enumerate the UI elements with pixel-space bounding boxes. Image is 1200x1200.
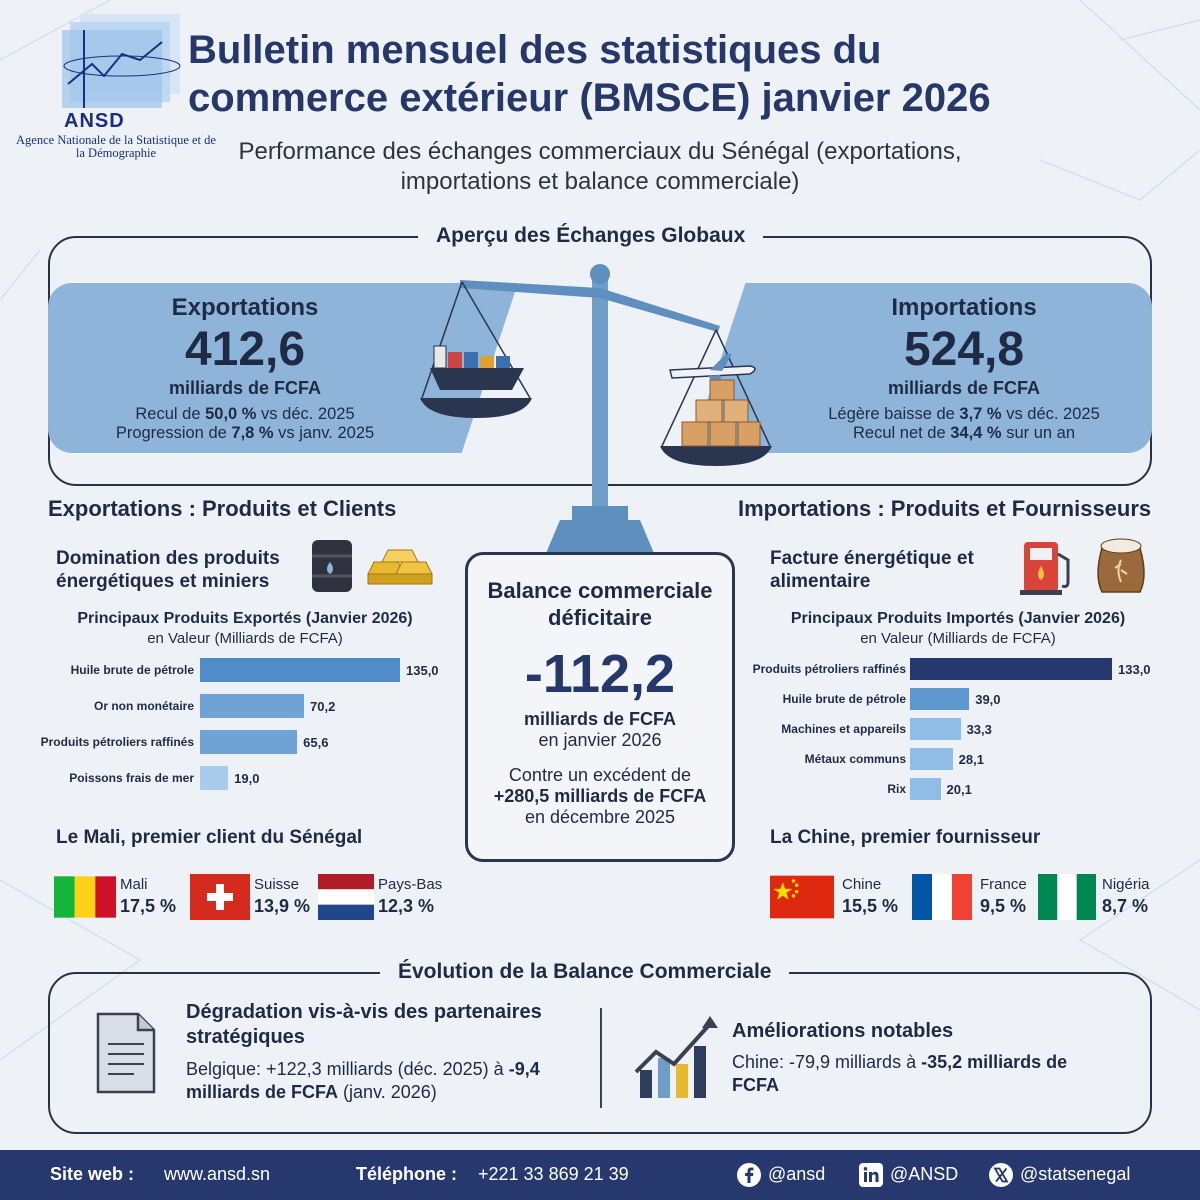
fuel-pump-icon (1018, 534, 1080, 596)
x-handle[interactable]: @statsenegal (1020, 1164, 1131, 1184)
linkedin-handle[interactable]: @ANSD (890, 1164, 959, 1184)
bar-category-label: Rix (887, 782, 906, 796)
exports-chart-title: Principaux Produits Exportés (Janvier 2026) (77, 610, 413, 627)
bar-value-label: 70,2 (310, 698, 336, 714)
bar-value-label: 28,1 (958, 751, 984, 767)
exports-value: 412,6 (184, 323, 306, 376)
page-title: Bulletin mensuel des statistiques du commerce extérieur (BMSCE) janvier 2026 (188, 28, 991, 120)
exports-section-heading: Exportations : Produits et Clients (48, 496, 397, 521)
facebook-handle[interactable]: @ansd (768, 1164, 826, 1184)
logo-acronym: ANSD (64, 110, 125, 132)
balance-value: -112,2 (524, 644, 676, 704)
bar-category-label: Métaux communs (804, 752, 906, 766)
exports-kpi (90, 294, 400, 443)
imports-kpi (808, 294, 1120, 443)
imports-chart-title: Principaux Produits Importés (Janvier 2026) (790, 610, 1126, 627)
gold-bars-icon (362, 544, 438, 592)
bar-value-label: 19,0 (234, 770, 260, 786)
boxes-icon (682, 380, 760, 446)
balance-period: en janvier 2026 (538, 730, 662, 750)
evolution-right-title: Améliorations notables (732, 1020, 954, 1042)
x-icon[interactable] (988, 1162, 1014, 1188)
imports-subheading: Facture énergétique et alimentaire (770, 548, 974, 592)
bar-category-label: Poissons frais de mer (69, 771, 194, 785)
imports-title: Importations (891, 294, 1037, 321)
exports-subheading: Domination des produits énergétiques et miniers (56, 548, 280, 592)
logo-full-name: Agence Nationale de la Statistique et de la Démographie (16, 133, 216, 160)
client-share: 13,9 % (254, 896, 311, 916)
supplier-share: 15,5 % (842, 896, 899, 916)
suppliers-heading: La Chine, premier fournisseur (770, 827, 1041, 848)
switzerland-flag-icon (190, 874, 250, 920)
balance-compare-value: +280,5 milliards de FCFA (493, 786, 707, 806)
exports-title: Exportations (171, 294, 319, 321)
evolution-label: Évolution de la Balance Commerciale (380, 960, 789, 984)
nigeria-flag-icon (1038, 874, 1096, 920)
bar (200, 730, 297, 754)
bar-value-label: 33,3 (966, 721, 992, 737)
supplier-nigeria (1038, 874, 1168, 922)
client-name: Suisse (254, 876, 300, 893)
evolution-left-text: Belgique: +122,3 milliards (déc. 2025) à -9,4 milliards de FCFA (janv. 2026) (186, 1059, 540, 1102)
supplier-name: Nigéria (1102, 876, 1150, 893)
balance-compare-post: en décembre 2025 (524, 807, 676, 827)
growth-chart-icon (630, 1012, 720, 1102)
client-share: 12,3 % (378, 896, 435, 916)
logo-graph-icon (62, 14, 182, 109)
imports-section-heading: Importations : Produits et Fournisseurs (738, 496, 1152, 521)
imports-unit: milliards de FCFA (887, 378, 1041, 398)
bar-category-label: Machines et appareils (781, 722, 906, 736)
china-flag-icon (770, 874, 834, 920)
clients-heading: Le Mali, premier client du Sénégal (56, 827, 363, 848)
bar (910, 778, 941, 800)
exports-note-1: Recul de 50,0 % vs déc. 2025 (135, 405, 355, 423)
bar (200, 658, 400, 682)
bar-category-label: Huile brute de pétrole (70, 663, 194, 677)
imports-note-2: Recul net de 34,4 % sur un an (853, 424, 1075, 442)
bar (910, 688, 969, 710)
page-subtitle: Performance des échanges commerciaux du Sénégal (exportations, importations et balance commerciale) (238, 138, 962, 195)
imports-value: 524,8 (903, 323, 1025, 376)
cargo-ship-icon (430, 346, 524, 390)
supplier-name: France (980, 876, 1027, 893)
netherlands-flag-icon (318, 874, 374, 920)
rice-sack-icon (1088, 532, 1154, 598)
bar-value-label: 65,6 (303, 734, 329, 750)
client-pays-bas (318, 874, 458, 922)
client-name: Mali (120, 876, 148, 893)
imports-bar-chart (740, 654, 1180, 806)
supplier-share: 8,7 % (1102, 896, 1149, 916)
supplier-share: 9,5 % (980, 896, 1027, 916)
client-share: 17,5 % (120, 896, 177, 916)
bar-value-label: 135,0 (406, 662, 439, 678)
bar (910, 718, 961, 740)
phone-label: Téléphone : (356, 1164, 458, 1184)
supplier-chine (770, 874, 910, 922)
balance-box (465, 552, 735, 862)
evolution-left-title: Dégradation vis-à-vis des partenaires stratégiques (186, 1001, 542, 1048)
evolution-right-text: Chine: -79,9 milliards à -35,2 milliards de FCFA (732, 1052, 1068, 1095)
bar (200, 694, 304, 718)
exports-chart-subtitle: en Valeur (Milliards de FCFA) (147, 630, 343, 647)
website-link[interactable]: www.ansd.sn (164, 1164, 271, 1184)
bar-category-label: Produits pétroliers raffinés (40, 735, 194, 749)
evolution-left (186, 1000, 586, 1104)
france-flag-icon (912, 874, 972, 920)
website-label: Site web : (50, 1164, 135, 1184)
evolution-divider (600, 1008, 602, 1108)
bar (910, 658, 1112, 680)
imports-chart-subtitle: en Valeur (Milliards de FCFA) (860, 630, 1056, 647)
balance-title: Balance commerciale déficitaire (487, 578, 713, 630)
bar-value-label: 39,0 (975, 691, 1001, 707)
supplier-france (912, 874, 1042, 922)
oil-barrel-icon (308, 536, 356, 596)
linkedin-icon[interactable] (858, 1162, 884, 1188)
balance-unit: milliards de FCFA (523, 709, 677, 729)
mali-flag-icon (54, 874, 116, 920)
bar-category-label: Or non monétaire (93, 699, 194, 713)
overview-label: Aperçu des Échanges Globaux (418, 224, 763, 248)
client-name: Pays-Bas (378, 876, 443, 893)
balance-compare-pre: Contre un excédent de (508, 765, 692, 785)
bar-value-label: 133,0 (1118, 661, 1151, 677)
facebook-icon[interactable] (736, 1162, 762, 1188)
client-suisse (190, 874, 320, 922)
phone-number[interactable]: +221 33 869 21 39 (478, 1164, 629, 1184)
exports-bar-chart (0, 654, 460, 794)
bar (910, 748, 953, 770)
document-icon (94, 1010, 158, 1096)
client-mali (54, 874, 184, 922)
bar-category-label: Produits pétroliers raffinés (752, 662, 906, 676)
exports-unit: milliards de FCFA (168, 378, 322, 398)
supplier-name: Chine (842, 876, 882, 893)
exports-note-2: Progression de 7,8 % vs janv. 2025 (115, 424, 375, 442)
footer (0, 1150, 1200, 1200)
bar-value-label: 20,1 (946, 781, 972, 797)
imports-note-1: Légère baisse de 3,7 % vs déc. 2025 (828, 405, 1100, 423)
bar-category-label: Huile brute de pétrole (782, 692, 906, 706)
evolution-right (732, 1020, 1112, 1097)
bar (200, 766, 228, 790)
